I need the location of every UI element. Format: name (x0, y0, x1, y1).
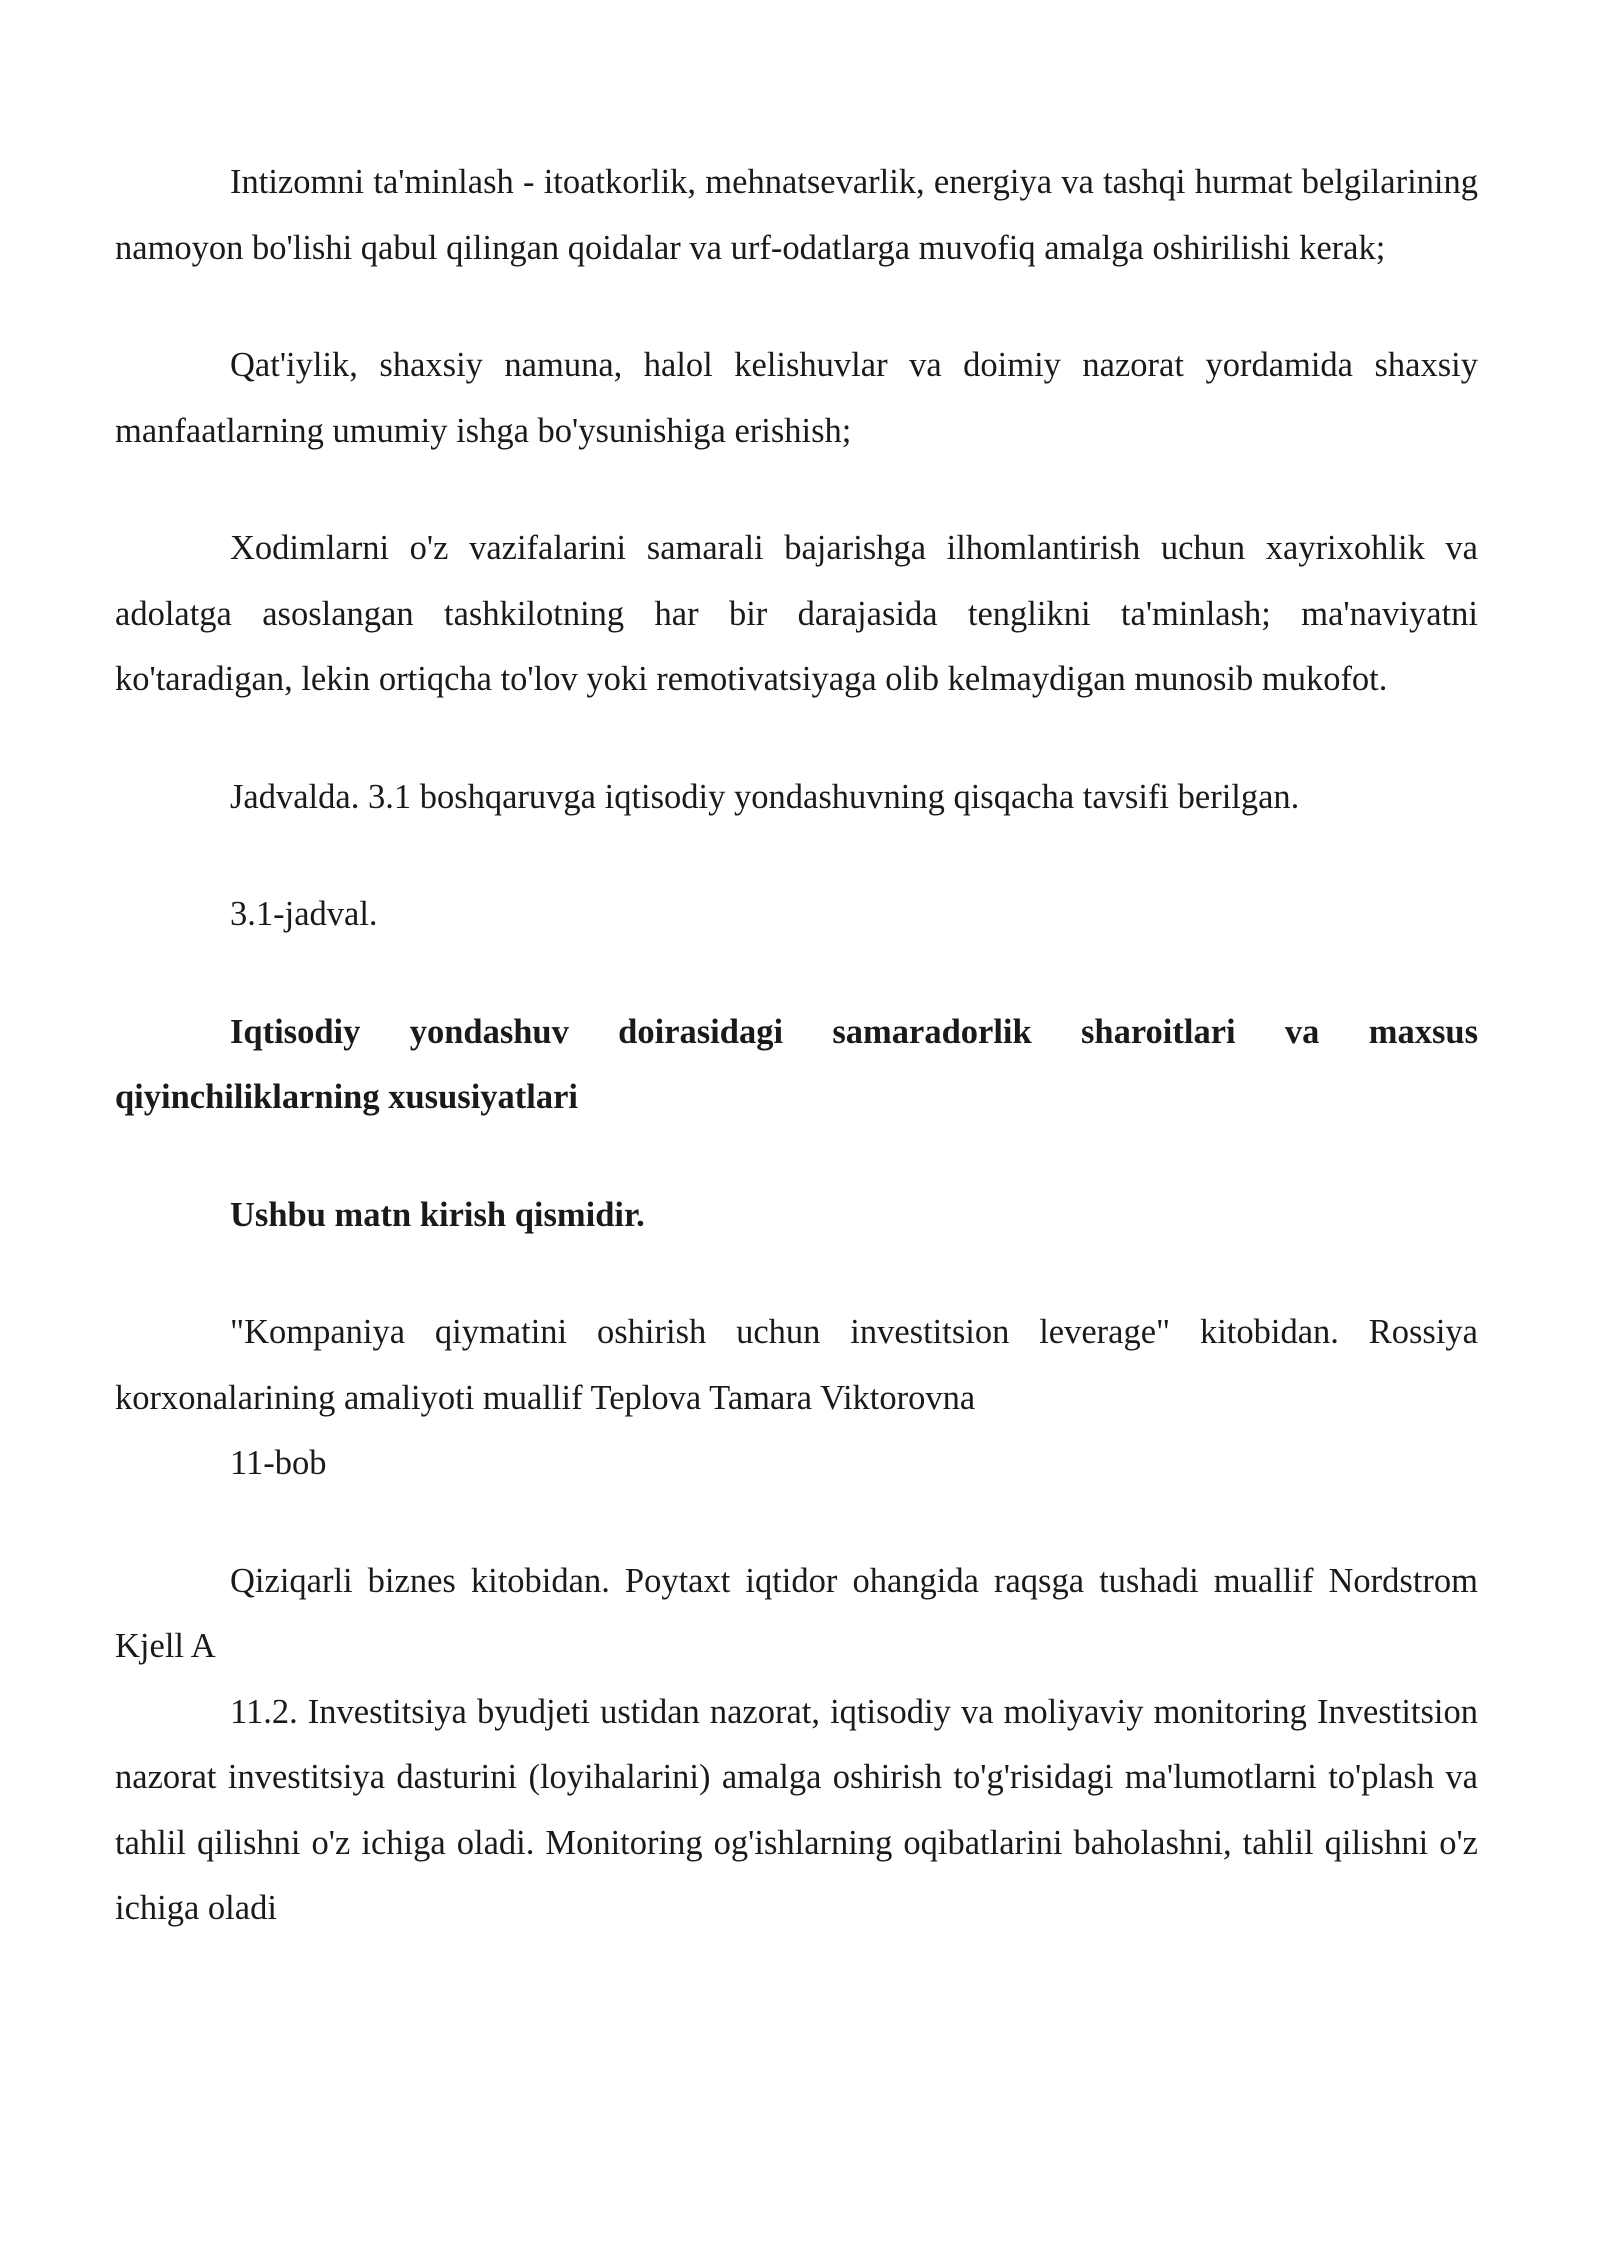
paragraph-discipline: Intizomni ta'minlash - itoatkorlik, mehnatsevarlik, energiya va tashqi hurmat belgilarining namoyon bo'lishi qabul qilingan qoidalar va urf-odatlarga muvofiq amalga oshirilishi kerak; (115, 163, 1478, 267)
chapter-label: 11-bob (230, 1444, 327, 1482)
paragraph-book-reference-2: Qiziqarli biznes kitobidan. Poytaxt iqtidor ohangida raqsga tushadi muallif Nordstrom Kjell A (115, 1561, 1478, 1665)
paragraph-book-reference-1: "Kompaniya qiymatini oshirish uchun investitsion leverage" kitobidan. Rossiya korxonalarining amaliyoti muallif Teplova Tamara Viktorovna (115, 1313, 1478, 1417)
paragraph-investment-control: 11.2. Investitsiya byudjeti ustidan nazorat, iqtisodiy va moliyaviy monitoring Investitsion nazorat investitsiya dasturini (loyihalarini) amalga oshirish to'g'risidagi ma'lumotlarni to'plash va tahlil qilishni o'z ichiga oladi. Monitoring og'ishlarning oqibatlarini baholashni, tahlil qilishni o'z ichiga oladi (115, 1692, 1478, 1927)
paragraph-table-reference: Jadvalda. 3.1 boshqaruvga iqtisodiy yondashuvning qisqacha tavsifi berilgan. (230, 777, 1300, 816)
document-page (115, 150, 1478, 1942)
paragraph-staff-motivation: Xodimlarni o'z vazifalarini samarali bajarishga ilhomlantirish uchun xayrixohlik va adolatga asoslangan tashkilotning har bir darajasida tenglikni ta'minlash; ma'naviyatni ko'taradigan, lekin ortiqcha to'lov yoki remotivatsiyaga olib kelmaydigan munosib mukofot. (115, 529, 1478, 698)
paragraph-personal-interests: Qat'iylik, shaxsiy namuna, halol kelishuvlar va doimiy nazorat yordamida shaxsiy manfaatlarning umumiy ishga bo'ysunishiga erishish; (115, 346, 1478, 450)
table-caption: 3.1-jadval. (230, 895, 378, 933)
intro-notice: Ushbu matn kirish qismidir. (230, 1195, 645, 1234)
table-title: Iqtisodiy yondashuv doirasidagi samaradorlik sharoitlari va maxsus qiyinchiliklarning xususiyatlari (115, 1012, 1478, 1116)
